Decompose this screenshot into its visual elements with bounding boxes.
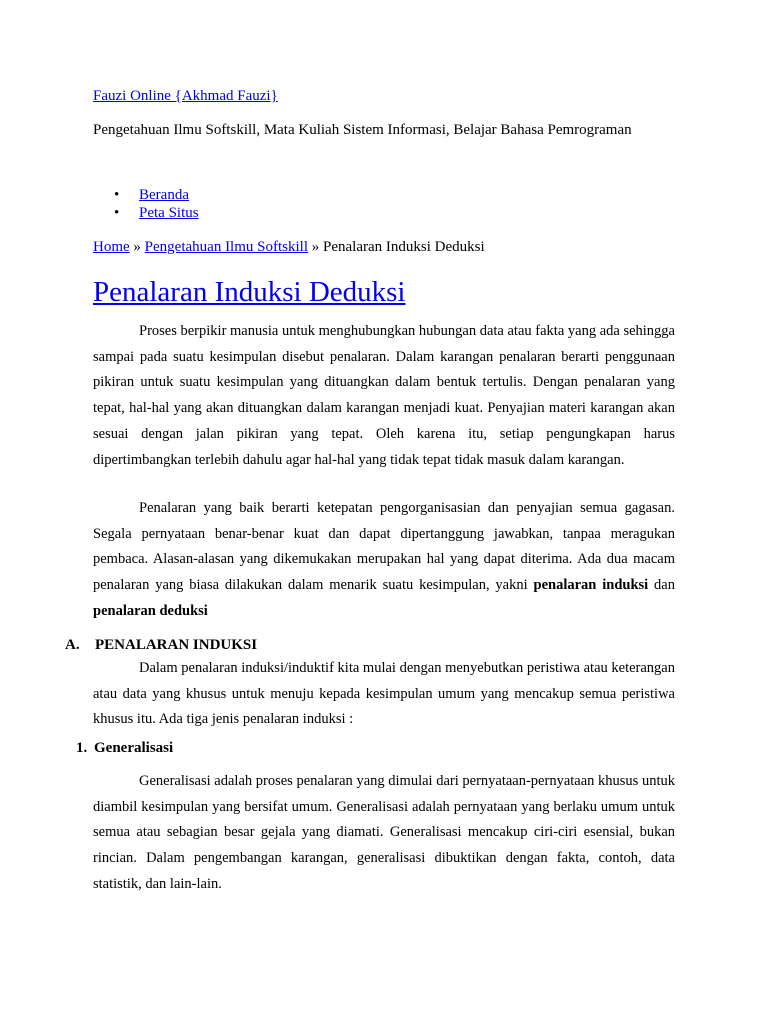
site-tagline: Pengetahuan Ilmu Softskill, Mata Kuliah Sistem Informasi, Belajar Bahasa Pemrograman <box>93 122 632 138</box>
term-penalaran-deduksi: penalaran deduksi <box>93 602 208 619</box>
paragraph-generalisasi-text: Generalisasi adalah proses penalaran yang dimulai dari pernyataan-pernyataan khusus untuk diambil kesimpulan yang bersifat umum. Generalisasi adalah pernyataan yang berlaku umum untuk semua atau sebagian besar gejala yang diamati. Generalisasi mencakup ciri-ciri esensial, bukan rincian. Dalam pengembangan karangan, generalisasi dibuktikan dengan fakta, contoh, data statistik, dan lain-lain. <box>93 773 675 892</box>
nav-link-beranda[interactable]: Beranda <box>139 187 189 203</box>
nav-menu <box>93 186 199 222</box>
post-title-heading <box>93 272 406 312</box>
breadcrumb-separator: » <box>129 239 145 255</box>
breadcrumb-category-link[interactable]: Pengetahuan Ilmu Softskill <box>144 239 308 255</box>
breadcrumb <box>93 237 485 257</box>
section-letter: A. <box>65 637 80 653</box>
paragraph-generalisasi <box>93 769 675 898</box>
paragraph-penalaran <box>93 496 675 625</box>
paragraph-induksi-text: Dalam penalaran induksi/induktif kita mulai dengan menyebutkan peristiwa atau keterangan atau data yang khusus untuk menuju kepada kesimpulan umum yang mencakup semua peristiwa khusus itu. Ada tiga jenis penalaran induksi : <box>93 660 675 728</box>
nav-item-peta-situs <box>93 204 199 222</box>
subheading-generalisasi <box>76 737 173 759</box>
subheading-number: 1. <box>76 740 88 756</box>
section-heading-induksi <box>65 634 257 656</box>
breadcrumb-home-link[interactable]: Home <box>93 239 130 255</box>
breadcrumb-separator: » <box>308 239 323 255</box>
breadcrumb-current: Penalaran Induksi Deduksi <box>323 239 485 255</box>
nav-item-beranda <box>93 186 199 204</box>
subheading-title: Generalisasi <box>94 740 174 756</box>
bullet-icon: • <box>114 205 120 221</box>
paragraph-penalaran-conjunction: dan <box>648 577 675 594</box>
paragraph-intro <box>93 319 675 473</box>
paragraph-penalaran-text: Penalaran yang baik berarti ketepatan pengorganisasian dan penyajian semua gagasan. Segala pernyataan benar-benar kuat dan dapat dipertanggung jawabkan, tanpaa meragukan pembaca. Alasan-alasan yang dikemukakan merupakan hal yang dapat diterima. Ada dua macam penalaran yang biasa dilakukan dalam menarik suatu kesimpulan, yakni <box>93 500 675 594</box>
section-title: PENALARAN INDUKSI <box>95 637 258 653</box>
paragraph-induksi <box>93 656 675 733</box>
paragraph-intro-text: Proses berpikir manusia untuk menghubungkan hubungan data atau fakta yang ada sehingga sampai pada suatu kesimpulan disebut penalaran. Dalam karangan penalaran berarti penggunaan pikiran untuk suatu kesimpulan yang dituangkan dalam bentuk tertulis. Dengan penalaran yang tepat, hal-hal yang akan dituangkan dalam karangan menjadi kuat. Penyajian materi karangan akan sesuai dengan jalan pikiran yang tepat. Oleh karena itu, setiap pengungkapan harus dipertimbangkan terlebih dahulu agar hal-hal yang tidak tepat tidak masuk dalam karangan. <box>93 323 675 468</box>
term-penalaran-induksi: penalaran induksi <box>533 577 649 594</box>
site-title-link[interactable]: Fauzi Online {Akhmad Fauzi} <box>93 88 278 104</box>
post-title-link[interactable]: Penalaran Induksi Deduksi <box>93 276 406 308</box>
nav-link-peta-situs[interactable]: Peta Situs <box>139 205 199 221</box>
bullet-icon: • <box>114 187 120 203</box>
